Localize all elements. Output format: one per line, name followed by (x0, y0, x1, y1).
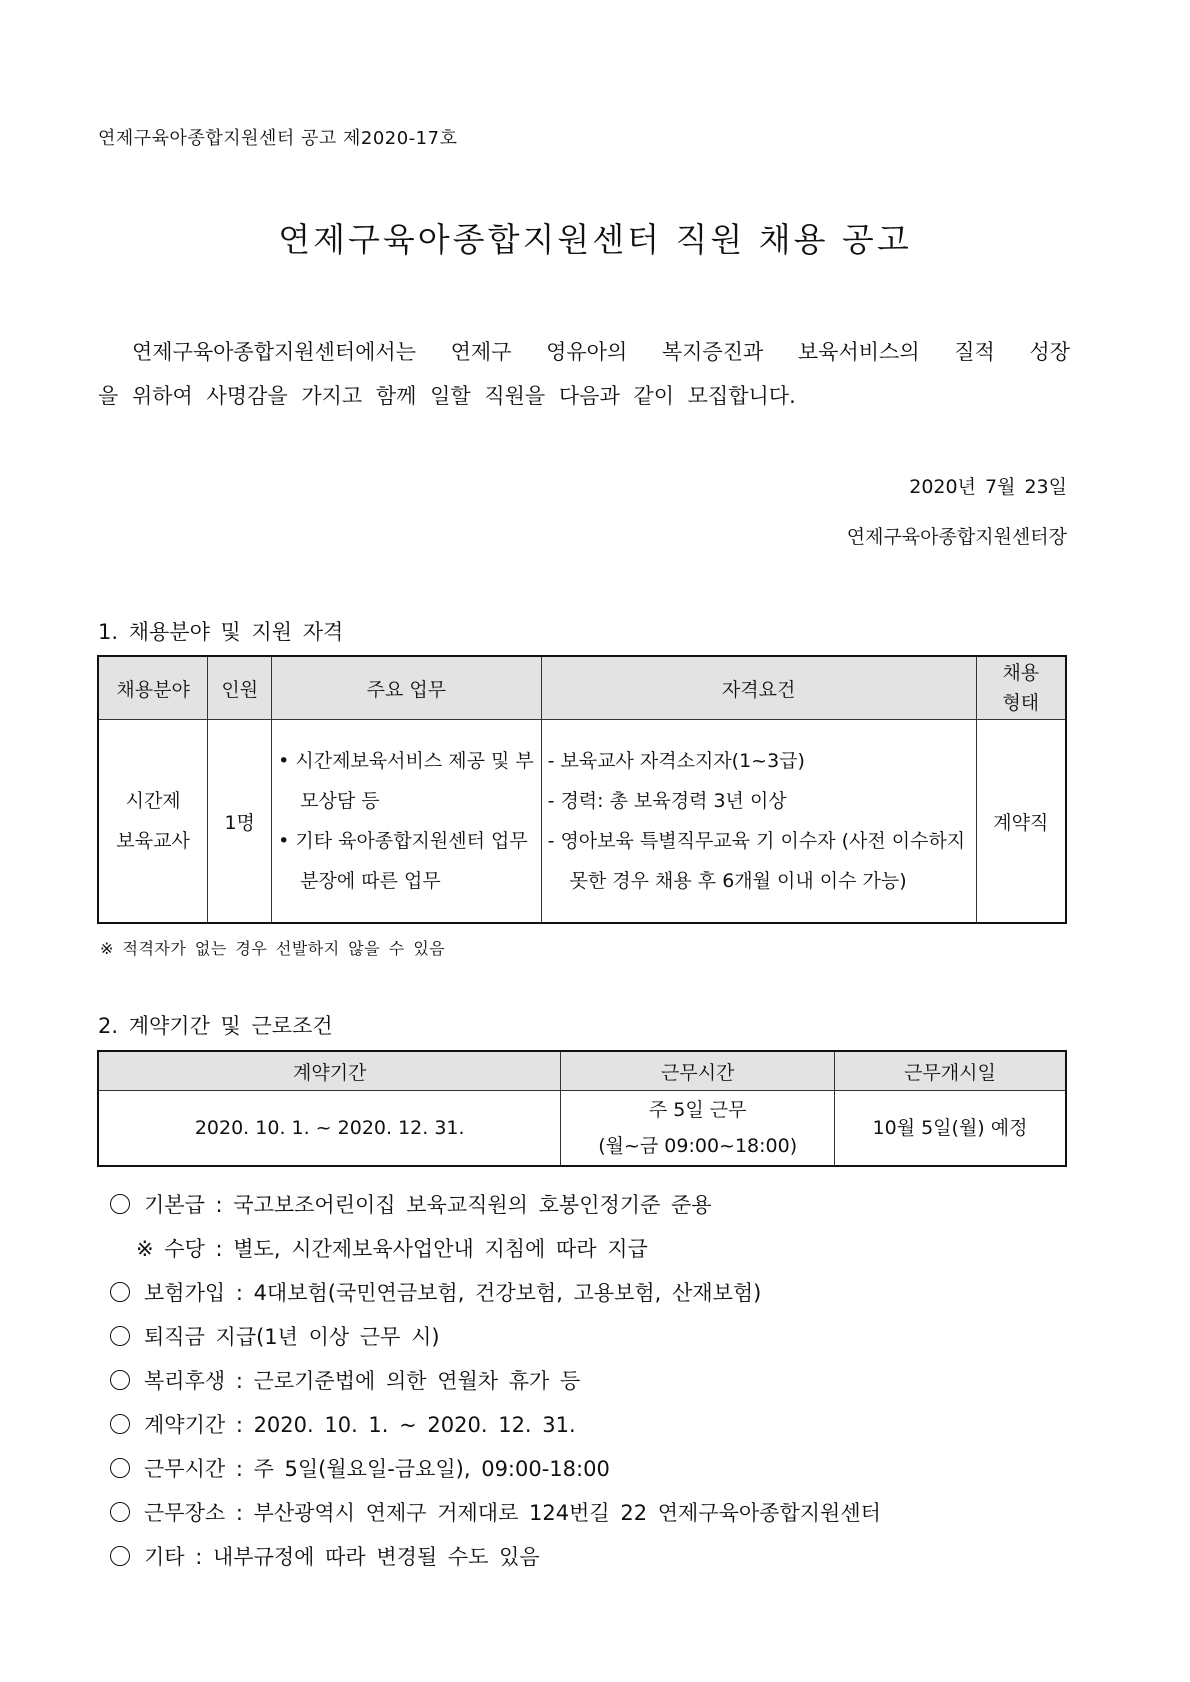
list-item (110, 1183, 881, 1227)
list-item (110, 1227, 881, 1271)
list-item (110, 1315, 881, 1359)
cell-start-date: 10월 5일(월) 예정 (835, 1091, 1067, 1167)
header-period: 계약기간 (98, 1051, 561, 1091)
circle-bullet-icon (110, 1282, 130, 1302)
intro-line-2: 을 위하여 사명감을 가지고 함께 일할 직원을 다음과 같이 모집합니다. (98, 384, 796, 408)
header-qualifications: 자격요건 (541, 656, 976, 720)
intro-line-1: 연제구육아종합지원센터에서는 연제구 영유아의 복지증진과 보육서비스의 질적 성장 (132, 340, 1070, 364)
section-1-heading: 1. 채용분야 및 지원 자격 (98, 620, 344, 644)
table-row (98, 1091, 1066, 1167)
duty-item: • 기타 육아종합지원센터 업무분장에 따른 업무 (278, 830, 528, 892)
qualification-item: - 영아보육 특별직무교육 기 이수자 (사전 이수하지 못한 경우 채용 후 6개월 이내 이수 가능) (547, 830, 966, 892)
condition-text: 복리후생 : 근로기준법에 의한 연월차 휴가 등 (144, 1369, 581, 1393)
list-item (110, 1491, 881, 1535)
list-item (110, 1359, 881, 1403)
circle-bullet-icon (110, 1326, 130, 1346)
circle-bullet-icon (110, 1502, 130, 1522)
cell-period: 2020. 10. 1. ~ 2020. 12. 31. (98, 1091, 561, 1167)
recruitment-table (97, 655, 1067, 924)
field-line-1: 시간제 (125, 790, 181, 812)
qualification-item: - 경력: 총 보육경력 3년 이상 (547, 790, 787, 812)
page-title: 연제구육아종합지원센터 직원 채용 공고 (278, 220, 912, 259)
condition-text: 기타 : 내부규정에 따라 변경될 수도 있음 (144, 1545, 540, 1569)
list-item (110, 1403, 881, 1447)
table-row (98, 720, 1066, 924)
cell-employment-type: 계약직 (976, 720, 1066, 924)
condition-text: 보험가입 : 4대보험(국민연금보험, 건강보험, 고용보험, 산재보험) (144, 1281, 762, 1305)
notice-number: 연제구육아종합지원센터 공고 제2020-17호 (98, 128, 458, 149)
hours-line-2: (월~금 09:00~18:00) (598, 1135, 798, 1157)
qualification-item: - 보육교사 자격소지자(1~3급) (547, 750, 805, 772)
condition-text: 기본급 : 국고보조어린이집 보육교직원의 호봉인정기준 준용 (144, 1193, 712, 1217)
eligibility-note: ※ 적격자가 없는 경우 선발하지 않을 수 있음 (100, 939, 446, 958)
list-item (110, 1271, 881, 1315)
condition-text: 퇴직금 지급(1년 이상 근무 시) (144, 1325, 440, 1349)
header-type-line-2: 형태 (1002, 692, 1040, 714)
cell-qualifications (541, 720, 976, 924)
header-employment-type (976, 656, 1066, 720)
cell-hours (561, 1091, 835, 1167)
notice-date: 2020년 7월 23일 (909, 476, 1067, 498)
circle-bullet-icon (110, 1370, 130, 1390)
cell-count: 1명 (208, 720, 272, 924)
list-item (110, 1535, 881, 1579)
header-field: 채용분야 (98, 656, 208, 720)
section-2-heading: 2. 계약기간 및 근로조건 (98, 1014, 333, 1038)
list-item (110, 1447, 881, 1491)
circle-bullet-icon (110, 1546, 130, 1566)
condition-text: 근무시간 : 주 5일(월요일-금요일), 09:00-18:00 (144, 1457, 610, 1481)
conditions-list (110, 1183, 881, 1579)
intro-paragraph (98, 330, 1070, 418)
header-count: 인원 (208, 656, 272, 720)
circle-bullet-icon (110, 1414, 130, 1434)
condition-text: 계약기간 : 2020. 10. 1. ~ 2020. 12. 31. (144, 1413, 576, 1437)
circle-bullet-icon (110, 1194, 130, 1214)
condition-text: ※ 수당 : 별도, 시간제보육사업안내 지침에 따라 지급 (136, 1237, 648, 1261)
condition-text: 근무장소 : 부산광역시 연제구 거제대로 124번길 22 연제구육아종합지원센터 (144, 1501, 881, 1525)
duty-item: • 시간제보육서비스 제공 및 부모상담 등 (278, 750, 534, 812)
header-start-date: 근무개시일 (835, 1051, 1067, 1091)
hours-line-1: 주 5일 근무 (648, 1099, 747, 1121)
circle-bullet-icon (110, 1458, 130, 1478)
contract-table (97, 1050, 1067, 1167)
table-header-row (98, 656, 1066, 720)
cell-duties (272, 720, 541, 924)
cell-field (98, 720, 208, 924)
header-type-line-1: 채용 (1002, 662, 1040, 684)
header-duties: 주요 업무 (272, 656, 541, 720)
field-line-2: 보육교사 (116, 830, 190, 852)
table-header-row (98, 1051, 1066, 1091)
header-hours: 근무시간 (561, 1051, 835, 1091)
issuer-name: 연제구육아종합지원센터장 (846, 526, 1067, 548)
